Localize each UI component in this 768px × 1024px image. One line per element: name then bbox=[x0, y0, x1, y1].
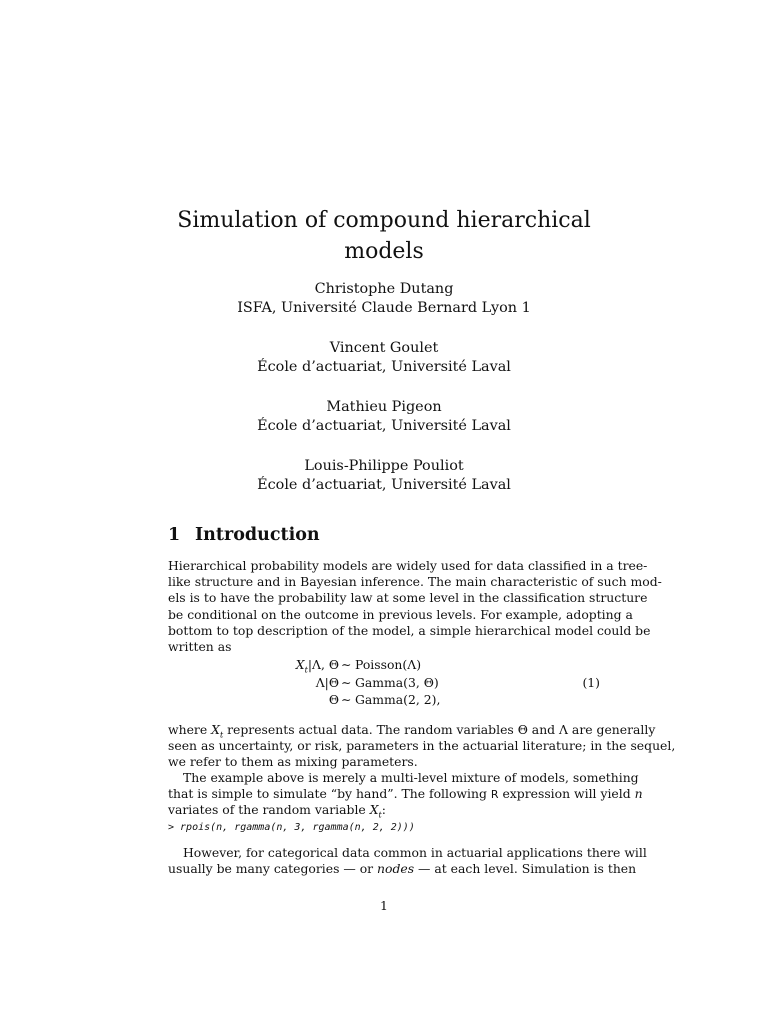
text-line: bottom to top description of the model, a simple hierarchical model could be bbox=[168, 622, 651, 638]
text-line: The example above is merely a multi-level mixture of models, something bbox=[183, 770, 639, 785]
sim-symbol: ∼ bbox=[341, 692, 352, 707]
sim-symbol: ∼ bbox=[341, 674, 352, 690]
section-title: Introduction bbox=[195, 525, 320, 545]
text-line: written as bbox=[168, 638, 232, 654]
author-block bbox=[168, 339, 600, 377]
paragraph bbox=[168, 722, 676, 771]
author-block bbox=[168, 280, 600, 318]
text-line: where $X_t$ represents actual data. The random variables Θ and Λ are generally bbox=[168, 722, 656, 740]
paragraph bbox=[168, 770, 643, 820]
equation-rhs: Gamma(2, 2), bbox=[355, 692, 441, 707]
equation-rhs: Poisson(Λ) bbox=[355, 657, 422, 672]
text-line: seen as uncertainty, or risk, parameters in the actuarial literature; in the sequel, bbox=[168, 738, 676, 754]
text-line: be conditional on the outcome in previous levels. For example, adopting a bbox=[168, 606, 633, 622]
equation-row bbox=[168, 674, 600, 692]
author-affiliation: ISFA, Université Claude Bernard Lyon 1 bbox=[237, 300, 531, 316]
sim-symbol: ∼ bbox=[341, 657, 352, 672]
equation-row bbox=[168, 691, 600, 709]
equation-lhs: $X_t|\Lambda$, Θ bbox=[295, 657, 339, 675]
author-block bbox=[168, 457, 600, 495]
equation-row bbox=[168, 656, 600, 674]
equation-lhs: Θ bbox=[328, 692, 339, 707]
text-line: that is simple to simulate “by hand”. The following R expression will yield n bbox=[168, 786, 643, 802]
text-line: However, for categorical data common in actuarial applications there will bbox=[183, 845, 647, 860]
author-name: Christophe Dutang bbox=[314, 281, 454, 297]
author-name: Mathieu Pigeon bbox=[326, 399, 442, 415]
title-line-1: Simulation of compound hierarchical bbox=[177, 208, 591, 233]
code-listing: > rpois(n, rgamma(n, 3, rgamma(n, 2, 2))) bbox=[168, 822, 415, 833]
text-line: like structure and in Bayesian inference. The main characteristic of such mod- bbox=[168, 574, 662, 590]
text-line: usually be many categories — or nodes — at each level. Simulation is then bbox=[168, 861, 637, 877]
equation-rhs: Gamma(3, Θ) bbox=[355, 674, 439, 690]
equation-lhs: Λ|Θ bbox=[315, 674, 339, 690]
title-line-2: models bbox=[344, 239, 424, 264]
text-line: variates of the random variable $X_t$: bbox=[168, 802, 386, 820]
text-line: we refer to them as mixing parameters. bbox=[168, 754, 418, 770]
paragraph bbox=[168, 845, 647, 877]
intro-paragraph bbox=[168, 558, 662, 655]
equation-1 bbox=[168, 656, 600, 709]
paper-title bbox=[168, 205, 600, 267]
section-number: 1 bbox=[168, 525, 181, 545]
text-line: els is to have the probability law at some level in the classification structure bbox=[168, 590, 648, 606]
author-affiliation: École d’actuariat, Université Laval bbox=[257, 477, 511, 493]
page-number: 1 bbox=[380, 898, 388, 913]
author-affiliation: École d’actuariat, Université Laval bbox=[257, 418, 511, 434]
section-heading bbox=[168, 525, 320, 545]
equation-number: (1) bbox=[582, 674, 600, 690]
r-language-name: R bbox=[490, 788, 499, 802]
author-block bbox=[168, 398, 600, 436]
text-line: Hierarchical probability models are widely used for data classified in a tree- bbox=[168, 558, 648, 573]
author-name: Vincent Goulet bbox=[329, 340, 439, 356]
author-affiliation: École d’actuariat, Université Laval bbox=[257, 359, 511, 375]
author-name: Louis-Philippe Pouliot bbox=[304, 458, 464, 474]
